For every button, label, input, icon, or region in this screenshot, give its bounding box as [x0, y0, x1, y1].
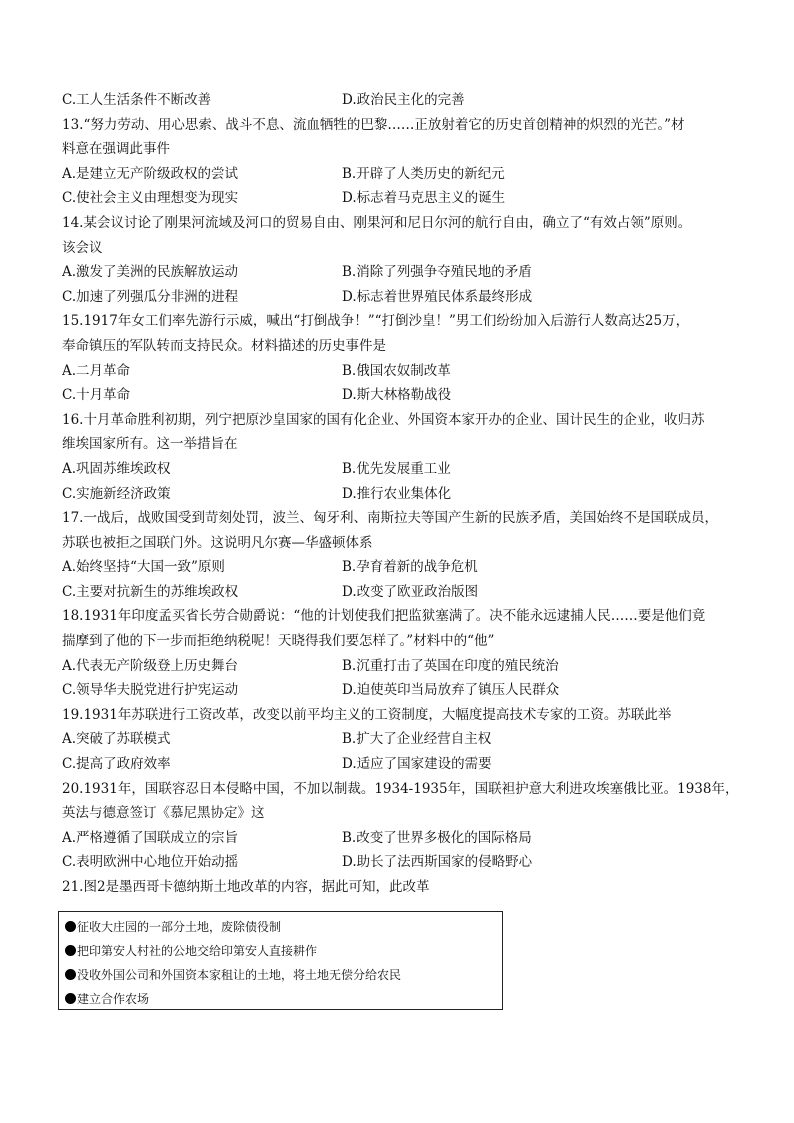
reform-item: 建立合作农场 [65, 990, 149, 1007]
option-left: C.实施新经济政策 [62, 485, 171, 502]
bullet-icon [65, 945, 76, 956]
option-row [62, 162, 742, 187]
option-right: B.俄国农奴制改革 [342, 362, 451, 379]
reform-item: 征收大庄园的一部分土地，废除债役制 [65, 918, 281, 935]
option-left: A.代表无产阶级登上历史舞台 [62, 657, 239, 674]
option-right: D.标志着世界殖民体系最终形成 [342, 288, 533, 305]
question-line: 15.1917年女工们率先游行示威，喊出“打倒战争！”“打倒沙皇！”男工们纷纷加入后游行人数高达25万， [62, 313, 690, 330]
option-row [62, 260, 742, 285]
option-left: A.二月革命 [62, 362, 131, 379]
option-row [62, 654, 742, 679]
question-line: 该会议 [62, 239, 103, 256]
option-row [62, 186, 742, 211]
option-left: A.突破了苏联模式 [62, 731, 171, 748]
option-right: B.开辟了人类历史的新纪元 [342, 165, 505, 182]
question-line: 18.1931年印度孟买省长劳合勋爵说：“他的计划使我们把监狱塞满了。决不能永远逮捕人民……要是他们竟 [62, 608, 706, 625]
option-left: C.使社会主义由理想变为现实 [62, 190, 239, 207]
option-row [62, 482, 742, 507]
question-line: 16.十月革命胜利初期，列宁把原沙皇国家的国有化企业、外国资本家开办的企业、国计民生的企业，收归苏 [62, 411, 705, 428]
option-left: C.领导华夫脱党进行护宪运动 [62, 682, 239, 699]
option-right: D.适应了国家建设的需要 [342, 756, 492, 773]
option-right: D.助长了法西斯国家的侵略野心 [342, 854, 533, 871]
figure-2-reform-box [58, 911, 503, 1010]
option-left: C.主要对抗新生的苏维埃政权 [62, 583, 239, 600]
option-row [62, 285, 742, 310]
option-right: D.斯大林格勒战役 [342, 387, 452, 404]
question-line: 苏联也被拒之国联门外。这说明凡尔赛—华盛顿体系 [62, 534, 373, 551]
option-right: D.推行农业集体化 [342, 485, 452, 502]
option-row [62, 678, 742, 703]
option-left: C.提高了政府效率 [62, 756, 171, 773]
option-right: B.孕育着新的战争危机 [342, 559, 478, 576]
option-row [62, 88, 742, 113]
reform-item: 把印第安人村社的公地交给印第安人直接耕作 [65, 942, 317, 959]
option-right: B.沉重打击了英国在印度的殖民统治 [342, 657, 559, 674]
option-left: A.是建立无产阶级政权的尝试 [62, 165, 239, 182]
option-row [62, 850, 742, 875]
option-right: B.扩大了企业经营自主权 [342, 731, 492, 748]
option-right: D.改变了欧亚政治版图 [342, 583, 479, 600]
option-left: C.加速了列强瓜分非洲的进程 [62, 288, 239, 305]
option-right: B.改变了世界多极化的国际格局 [342, 829, 532, 846]
option-row [62, 826, 742, 851]
bullet-icon [65, 969, 76, 980]
option-row [62, 580, 742, 605]
option-left: A.激发了美洲的民族解放运动 [62, 264, 239, 281]
option-left: C.工人生活条件不断改善 [62, 92, 212, 108]
bullet-icon [65, 993, 76, 1004]
option-row [62, 359, 742, 384]
question-line: 21.图2是墨西哥卡德纳斯土地改革的内容，据此可知，此改革 [62, 879, 430, 895]
option-right: D.标志着马克思主义的诞生 [342, 190, 506, 207]
option-row [62, 752, 742, 777]
bullet-icon [65, 921, 76, 932]
question-line: 14.某会议讨论了刚果河流域及河口的贸易自由、刚果河和尼日尔河的航行自由，确立了“有效占领”原则。 [62, 214, 692, 231]
option-right: D.政治民主化的完善 [342, 92, 465, 108]
option-left: A.始终坚持“大国一致”原则 [62, 559, 225, 576]
question-line: 维埃国家所有。这一举措旨在 [62, 436, 238, 453]
reform-item: 没收外国公司和外国资本家租让的土地，将土地无偿分给农民 [65, 966, 401, 983]
question-line: 20.1931年，国联容忍日本侵略中国，不加以制裁。1934-1935年，国联袒护意大利进攻埃塞俄比亚。1938年， [62, 780, 739, 797]
option-left: A.巩固苏维埃政权 [62, 460, 171, 477]
option-row [62, 457, 742, 482]
option-row [62, 727, 742, 752]
question-line: 揣摩到了他的下一步而拒绝纳税呢！天晓得我们要怎样了。”材料中的“他” [62, 633, 495, 650]
question-line: 13.“努力劳动、用心思索、战斗不息、流血牺牲的巴黎……正放射着它的历史首创精神的炽烈的光芒。”材 [62, 116, 685, 133]
question-line: 英法与德意签订《慕尼黑协定》这 [62, 805, 265, 822]
option-right: B.优先发展重工业 [342, 460, 451, 477]
option-left: C.表明欧洲中心地位开始动摇 [62, 854, 239, 871]
question-line: 19.1931年苏联进行工资改革，改变以前平均主义的工资制度，大幅度提高技术专家的工资。苏联此举 [62, 706, 672, 723]
option-row [62, 555, 742, 580]
question-text-block [62, 88, 742, 900]
option-row [62, 383, 742, 408]
question-line: 17.一战后，战败国受到苛刻处罚，波兰、匈牙利、南斯拉夫等国产生新的民族矛盾，美国始终不是国联成员， [62, 510, 718, 527]
option-right: D.迫使英印当局放弃了镇压人民群众 [342, 682, 560, 699]
question-line: 料意在强调此事件 [62, 141, 170, 158]
option-left: A.严格遵循了国联成立的宗旨 [62, 829, 239, 846]
question-line: 奉命镇压的军队转而支持民众。材料描述的历史事件是 [62, 337, 386, 354]
option-right: B.消除了列强争夺殖民地的矛盾 [342, 264, 532, 281]
option-left: C.十月革命 [62, 387, 131, 404]
